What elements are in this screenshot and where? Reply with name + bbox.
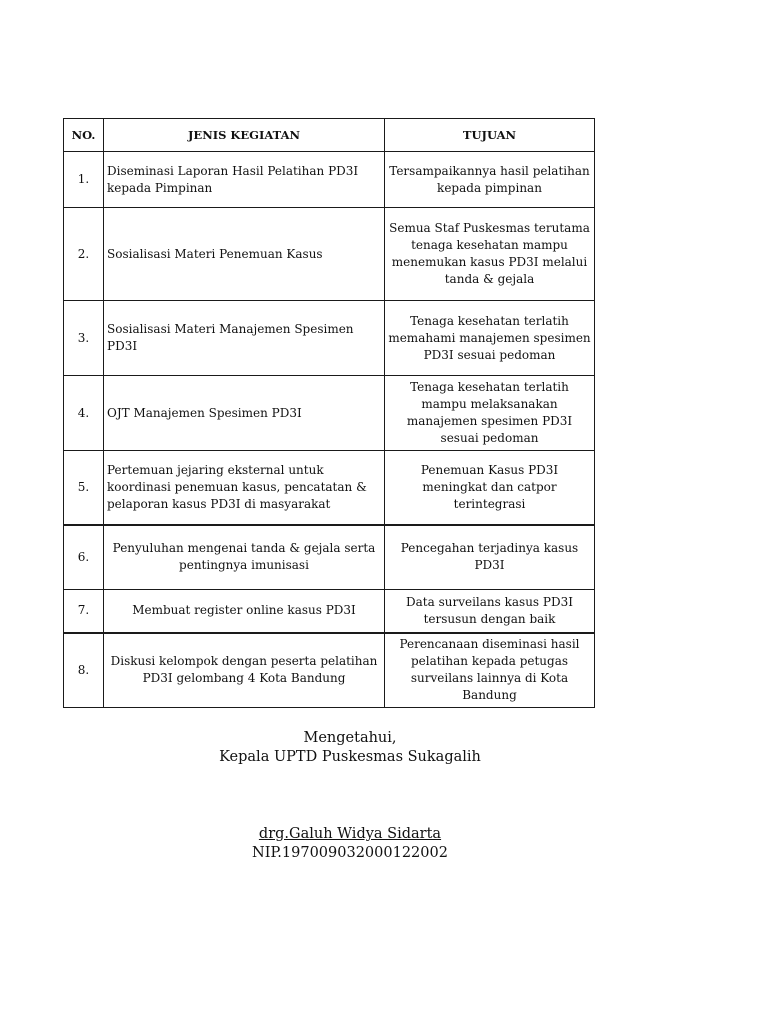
- activity-cell: Sosialisasi Materi Penemuan Kasus: [104, 208, 385, 301]
- purpose-cell: Data surveilans kasus PD3I tersusun dengan baik: [385, 590, 595, 633]
- purpose-cell: Pencegahan terjadinya kasus PD3I: [385, 525, 595, 590]
- acknowledgement-label: Mengetahui,: [303, 730, 397, 746]
- row-number: 2.: [64, 208, 104, 301]
- activity-cell: Membuat register online kasus PD3I: [104, 590, 385, 633]
- signatory-nip: NIP.197009032000122002: [252, 845, 448, 861]
- activity-cell: Sosialisasi Materi Manajemen Spesimen PD3I: [104, 301, 385, 376]
- activity-cell: Diseminasi Laporan Hasil Pelatihan PD3I kepada Pimpinan: [104, 152, 385, 208]
- row-number: 1.: [64, 152, 104, 208]
- table-row: [64, 590, 595, 633]
- row-number: 6.: [64, 525, 104, 590]
- table-row: [64, 301, 595, 376]
- table-row: [64, 152, 595, 208]
- header-jenis-kegiatan: JENIS KEGIATAN: [104, 119, 385, 152]
- activity-cell: Diskusi kelompok dengan peserta pelatihan PD3I gelombang 4 Kota Bandung: [104, 633, 385, 708]
- signatory-name: drg.Galuh Widya Sidarta: [258, 826, 442, 842]
- activity-cell: Pertemuan jejaring eksternal untuk koordinasi penemuan kasus, pencatatan & pelaporan kasus PD3I di masyarakat: [104, 451, 385, 525]
- table-row: [64, 208, 595, 301]
- table-row: [64, 376, 595, 451]
- table-header-row: [64, 119, 595, 152]
- row-number: 8.: [64, 633, 104, 708]
- header-tujuan: TUJUAN: [385, 119, 595, 152]
- header-no: NO.: [64, 119, 104, 152]
- table-row: [64, 633, 595, 708]
- row-number: 4.: [64, 376, 104, 451]
- purpose-cell: Tenaga kesehatan terlatih mampu melaksanakan manajemen spesimen PD3I sesuai pedoman: [385, 376, 595, 451]
- row-number: 7.: [64, 590, 104, 633]
- row-number: 5.: [64, 451, 104, 525]
- activity-cell: OJT Manajemen Spesimen PD3I: [104, 376, 385, 451]
- row-number: 3.: [64, 301, 104, 376]
- table-row: [64, 451, 595, 525]
- purpose-cell: Tenaga kesehatan terlatih memahami manajemen spesimen PD3I sesuai pedoman: [385, 301, 595, 376]
- activity-table: [63, 118, 595, 708]
- purpose-cell: Perencanaan diseminasi hasil pelatihan kepada petugas surveilans lainnya di Kota Bandung: [385, 633, 595, 708]
- purpose-cell: Semua Staf Puskesmas terutama tenaga kesehatan mampu menemukan kasus PD3I melalui tanda & gejala: [385, 208, 595, 301]
- signatory-position: Kepala UPTD Puskesmas Sukagalih: [219, 749, 481, 765]
- purpose-cell: Tersampaikannya hasil pelatihan kepada pimpinan: [385, 152, 595, 208]
- table-row: [64, 525, 595, 590]
- activity-cell: Penyuluhan mengenai tanda & gejala serta pentingnya imunisasi: [104, 525, 385, 590]
- purpose-cell: Penemuan Kasus PD3I meningkat dan catpor terintegrasi: [385, 451, 595, 525]
